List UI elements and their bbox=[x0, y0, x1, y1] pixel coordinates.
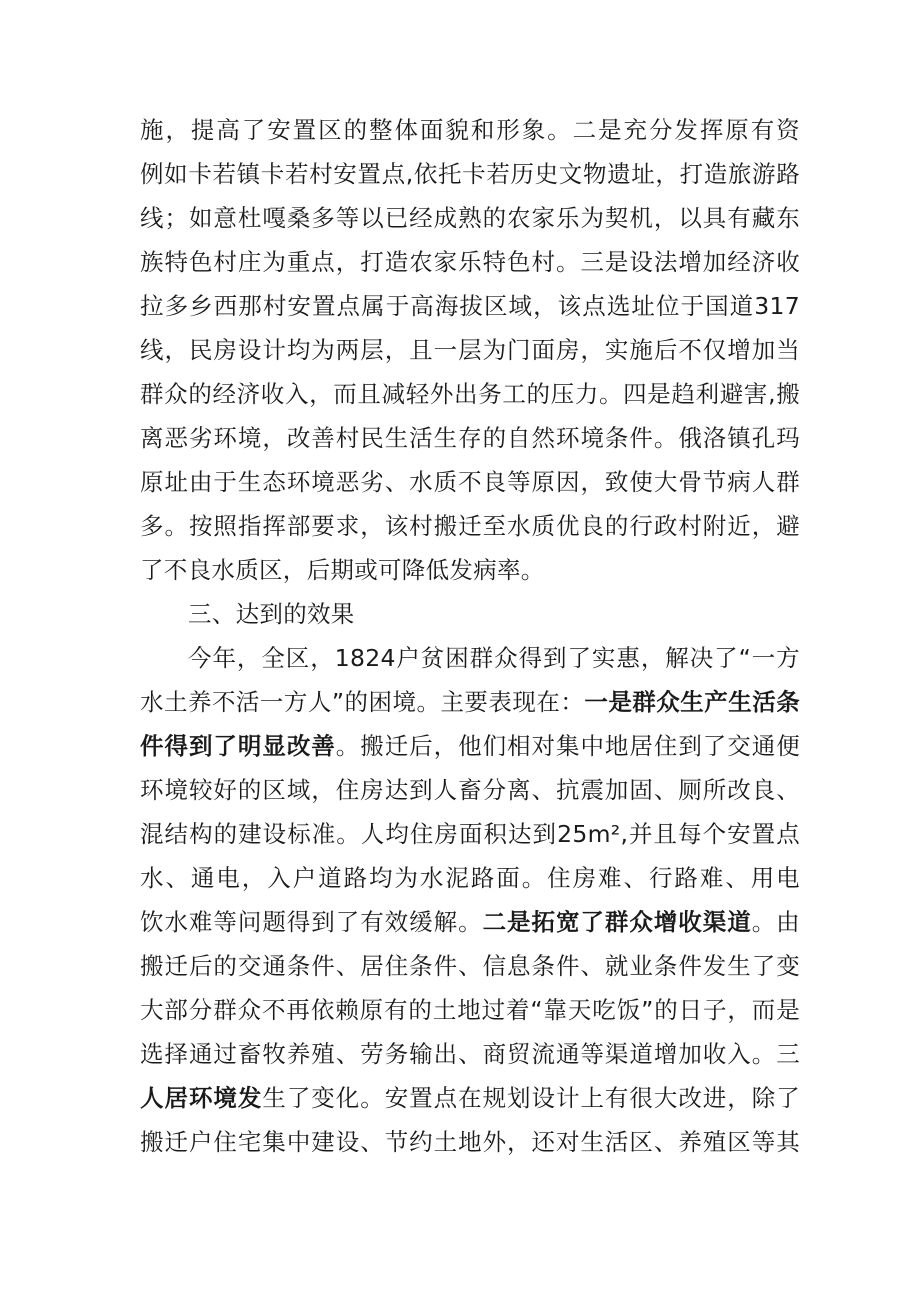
paragraph-line: 族特色村庄为重点，打造农家乐特色村。三是设法增加经济收 bbox=[140, 248, 800, 276]
paragraph-line: 例如卡若镇卡若村安置点,依托卡若历史文物遗址，打造旅游路 bbox=[140, 160, 800, 188]
paragraph-line: 混结构的建设标准。人均住房面积达到25m²,并且每个安置点 bbox=[140, 820, 800, 848]
paragraph-line: 搬迁户住宅集中建设、节约土地外，还对生活区、养殖区等其 bbox=[140, 1128, 800, 1156]
line-text: 。由 bbox=[751, 908, 800, 936]
paragraph-line bbox=[140, 1076, 800, 1120]
paragraph-line: 今年，全区，1824户贫困群众得到了实惠，解决了“一方 bbox=[188, 644, 800, 672]
section-heading: 三、达到的效果 bbox=[188, 600, 355, 628]
bold-text: 二是拓宽了群众增收渠道 bbox=[482, 908, 752, 936]
bold-text: 件得到了明显改善 bbox=[140, 732, 336, 760]
paragraph-line: 拉多乡西那村安置点属于高海拔区域，该点选址位于国道317 bbox=[140, 292, 800, 320]
line-text: 选择通过畜牧养殖、劳务输出、商贸流通等渠道增加收入。三 bbox=[140, 1040, 800, 1068]
bold-text: 人居环境发 bbox=[140, 1084, 263, 1112]
paragraph-line bbox=[140, 724, 800, 768]
paragraph-line: 搬迁后的交通条件、居住条件、信息条件、就业条件发生了变 bbox=[140, 952, 800, 980]
paragraph-line: 原址由于生态环境恶劣、水质不良等原因，致使大骨节病人群 bbox=[140, 468, 800, 496]
line-text: 水土养不活一方人”的困境。主要表现在： bbox=[140, 688, 585, 716]
paragraph-line: 线；如意杜嘎桑多等以已经成熟的农家乐为契机，以具有藏东 bbox=[140, 204, 800, 232]
line-text: 。搬迁后，他们相对集中地居住到了交通便 bbox=[335, 732, 800, 760]
paragraph-line: 群众的经济收入，而且减轻外出务工的压力。四是趋利避害,搬 bbox=[140, 380, 800, 408]
paragraph-line bbox=[140, 1032, 800, 1076]
paragraph-line bbox=[140, 900, 800, 944]
paragraph-line: 多。按照指挥部要求，该村搬迁至水质优良的行政村附近，避 bbox=[140, 512, 800, 540]
paragraph-line: 线，民房设计均为两层，且一层为门面房，实施后不仅增加当 bbox=[140, 336, 800, 364]
paragraph-line: 大部分群众不再依赖原有的土地过着“靠天吃饭”的日子，而是 bbox=[140, 996, 800, 1024]
line-text: 饮水难等问题得到了有效缓解。 bbox=[140, 908, 483, 936]
paragraph-line: 离恶劣环境，改善村民生活生存的自然环境条件。俄洛镇孔玛 bbox=[140, 424, 800, 452]
line-text: 生了变化。安置点在规划设计上有很大改进，除了 bbox=[262, 1084, 800, 1112]
paragraph-line: 施，提高了安置区的整体面貌和形象。二是充分发挥原有资 bbox=[140, 116, 800, 144]
bold-text: 一是群众生产生活条 bbox=[584, 688, 800, 716]
paragraph-line: 环境较好的区域，住房达到人畜分离、抗震加固、厕所改良、 bbox=[140, 776, 800, 804]
document-body bbox=[140, 108, 800, 1164]
paragraph-line bbox=[140, 680, 800, 724]
paragraph-line: 了不良水质区，后期或可降低发病率。 bbox=[140, 556, 545, 584]
paragraph-line: 水、通电，入户道路均为水泥路面。住房难、行路难、用电 bbox=[140, 864, 800, 892]
